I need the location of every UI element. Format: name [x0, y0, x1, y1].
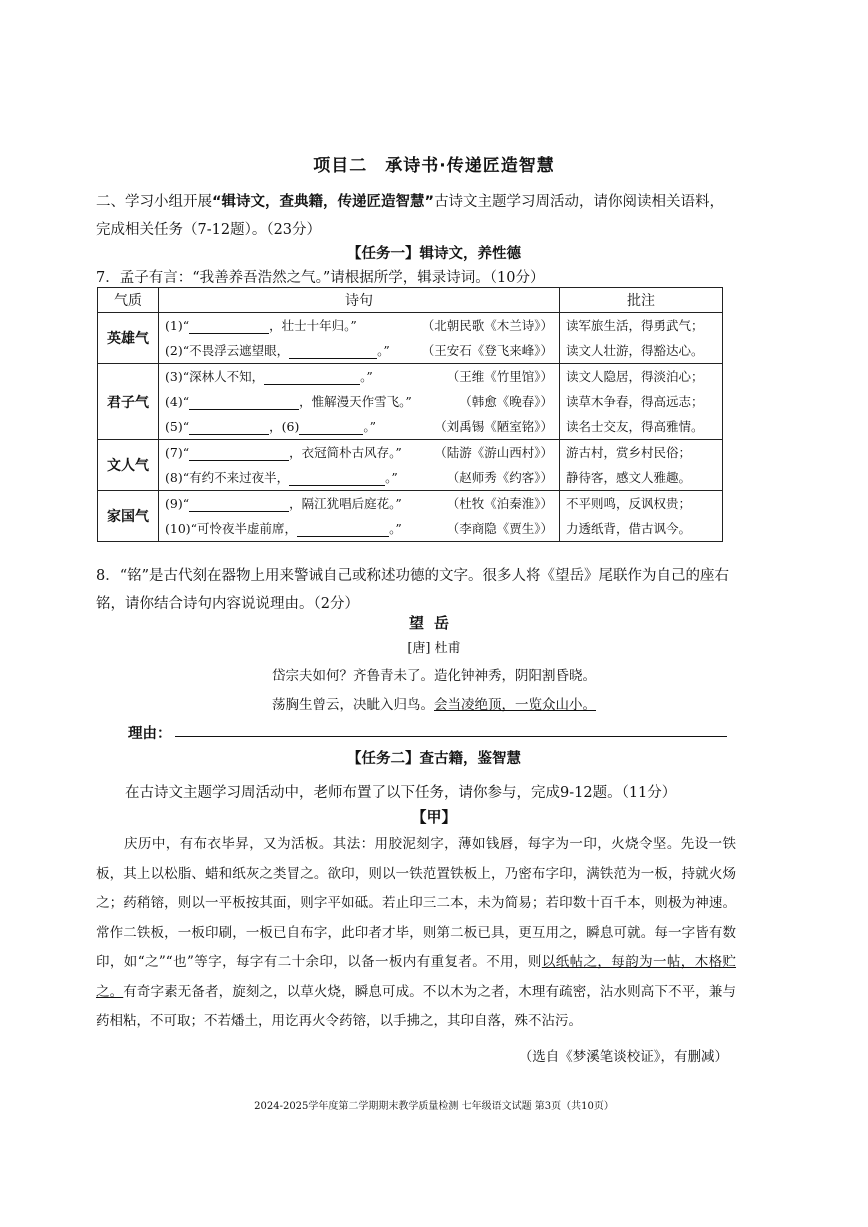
answer-blank-1[interactable]: [189, 319, 269, 334]
task1-title: 【任务一】辑诗文，养性德: [347, 246, 521, 262]
lines-cell: (9)“ ，隔江犹唱后庭花。” （杜牧《泊秦淮》） (10)“可怜夜半虚前席， 。” （李商隐《贾生》）: [159, 491, 560, 542]
passage-part-2: 有奇字素无备者，旋刻之，以草火烧，瞬息可成。不以木为之者，木理有疏密，沾水则高下不平，兼与药相粘，不可取；不若燔土，用讫再火令药镕，以手拂之，其印自落，殊不沾污。: [96, 983, 737, 1029]
table-row: [98, 364, 723, 440]
notes-cell: 不平则鸣，反讽权贵； 力透纸背，借古讽今。: [560, 491, 723, 542]
lines-cell: (1)“ ，壮士十年归。” （北朝民歌《木兰诗》） (2)“不畏浮云遮望眼， 。” （王安石《登飞来峰》）: [159, 313, 560, 364]
header-notes: 批注: [560, 288, 723, 313]
quality-cell: 文人气: [98, 440, 159, 491]
passage-underlined-sentence: 以纸帖之，每韵为一帖，木格贮之。: [96, 954, 737, 1000]
answer-blank-3[interactable]: [264, 370, 360, 385]
quality-cell: 英雄气: [98, 313, 159, 364]
poem-author: [唐] 杜甫: [407, 641, 461, 656]
answer-blank-8[interactable]: [289, 471, 385, 486]
quality-cell: 家国气: [98, 491, 159, 542]
answer-blank-6[interactable]: [299, 420, 363, 435]
lines-cell: (7)“ ，衣冠简朴古风存。” （陆游《游山西村》） (8)“有约不来过夜半， 。” （赵师秀《约客》）: [159, 440, 560, 491]
poem-underlined-couplet: 会当凌绝顶，一览众山小。: [434, 697, 596, 713]
task2-intro: 在古诗文主题学习周活动中，老师布置了以下任务，请你参与，完成9-12题。（11分）: [125, 785, 677, 801]
passage-source: （选自《梦溪笔谈校证》，有删减）: [518, 1049, 728, 1065]
answer-blank-4[interactable]: [189, 395, 299, 410]
table-row: [98, 491, 723, 542]
passage-label-jia: 【甲】: [411, 808, 457, 826]
table-row: [98, 440, 723, 491]
answer-blank-9[interactable]: [189, 497, 289, 512]
quality-cell: 君子气: [98, 364, 159, 440]
table-row: [98, 313, 723, 364]
notes-cell: 读军旅生活，得勇武气； 读文人壮游，得豁达心。: [560, 313, 723, 364]
answer-blank-7[interactable]: [189, 446, 289, 461]
answer-blank-5[interactable]: [189, 420, 269, 435]
section-title: 项目二 承诗书·传递匠造智慧: [313, 156, 555, 176]
question-7: 7．孟子有言：“我善养吾浩然之气。”请根据所学，辑录诗词。（10分）: [96, 270, 545, 286]
task2-title: 【任务二】查古籍，鉴智慧: [347, 751, 521, 767]
reason-answer-line[interactable]: [175, 736, 727, 737]
answer-blank-2[interactable]: [289, 344, 377, 359]
intro-prefix: 二、学习小组开展: [96, 194, 212, 210]
poem-title: 望岳: [408, 614, 459, 632]
question-8: 8．“铭”是古代刻在器物上用来警诫自己或称述功德的文字。很多人将《望岳》尾联作为自己的座右铭，请你结合诗句内容说说理由。（2分）: [96, 568, 730, 612]
notes-cell: 读文人隐居，得淡泊心； 读草木争春，得高远志； 读名士交友，得高雅情。: [560, 364, 723, 440]
passage-text: [96, 830, 736, 1037]
notes-cell: 游古村，赏乡村民俗； 静待客，感文人雅趣。: [560, 440, 723, 491]
answer-blank-10[interactable]: [297, 522, 389, 537]
intro-activity-name: “辑诗文，查典籍，传递匠造智慧”: [212, 194, 435, 210]
table-header-row: [98, 288, 723, 313]
passage-part-1: 庆历中，有布衣毕昇，又为活板。其法：用胶泥刻字，薄如钱唇，每字为一印，火烧令坚。先设一铁板，其上以松脂、蜡和纸灰之类冒之。欲印，则以一铁范置铁板上，乃密布字印，满铁范为一板，持就火炀之；药稍镕，则以一平板按其面，则字平如砥。若止印三二本，未为简易；若印数十百千本，则极为神速。常作二铁板，一板印刷，一板已自布字，此印者才毕，则第二板已具，更互用之，瞬息可就。每一字皆有数印，如“之”“也”等字，每字有二十余印，以备一板内有重复者。不用，则: [96, 836, 736, 970]
poem-line-1: 岱宗夫如何？齐鲁青未了。造化钟神秀，阴阳割昏晓。: [272, 668, 596, 684]
page-footer: 2024-2025学年度第二学期期末教学质量检测 七年级语文试题 第3页（共10页）: [254, 1101, 614, 1112]
poem-line-2: [0, 693, 868, 713]
intro-rest: 古诗文主题学习周活动，请你阅读相关语料，完成相关任务（7-12题）。（23分）: [96, 194, 725, 238]
poem-line-2-a: 荡胸生曾云，决眦入归鸟。: [272, 697, 434, 713]
reason-label: 理由：: [128, 726, 172, 742]
header-quality: 气质: [98, 288, 159, 313]
poem-table: [97, 287, 723, 542]
lines-cell: (3)“深林人不知， 。” （王维《竹里馆》） (4)“ ，惟解漫天作雪飞。” （韩愈《晚春》） (5)“ ，(6) 。” （刘禹锡《陋室铭》）: [159, 364, 560, 440]
header-lines: 诗句: [159, 288, 560, 313]
question-intro: [96, 188, 736, 244]
